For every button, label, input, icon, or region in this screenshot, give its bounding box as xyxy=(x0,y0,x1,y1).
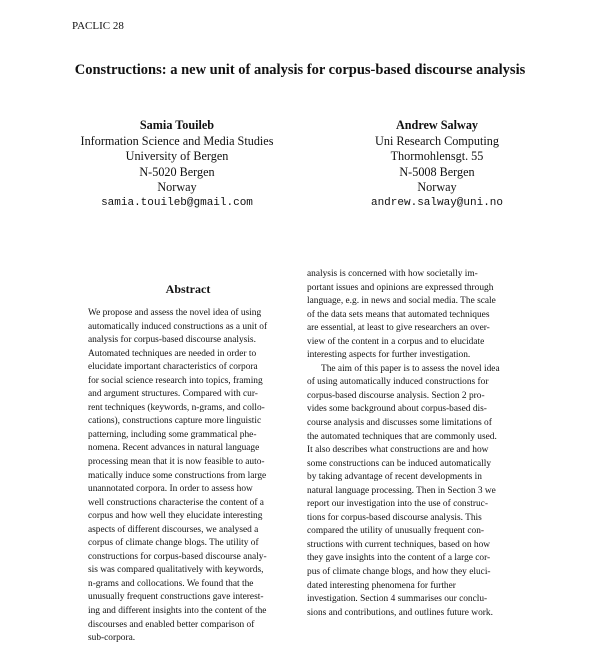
body-line: the automated techniques that are commonly used. xyxy=(307,431,497,442)
abstract-line: sub-corpora. xyxy=(88,633,136,644)
abstract-line: well constructions characterise the content of a xyxy=(88,497,264,508)
author-name: Samia Touileb xyxy=(139,118,215,132)
abstract-line: aspects of different discourses, we analysed a xyxy=(88,524,259,535)
abstract-heading: Abstract xyxy=(165,282,211,296)
author-affiliation-line: Uni Research Computing xyxy=(375,133,499,148)
body-line: portant issues and opinions are expressed through xyxy=(307,282,494,293)
abstract-line: unannotated corpora. In order to assess how xyxy=(88,484,253,495)
author-affiliation-line: N-5020 Bergen xyxy=(139,164,215,179)
abstract-line: elucidate important characteristics of corpora xyxy=(88,362,258,373)
abstract-line: matically induce some constructions from large xyxy=(88,470,267,481)
abstract-line: cations), constructions capture more linguistic xyxy=(88,416,262,427)
author-affiliation-line: University of Bergen xyxy=(125,149,229,164)
abstract-line: for social science research into topics, framing xyxy=(88,375,263,386)
body-line: The aim of this paper is to assess the novel idea xyxy=(321,363,500,374)
author-affiliation-line: N-5008 Bergen xyxy=(399,164,475,179)
abstract-line: We propose and assess the novel idea of using xyxy=(88,308,262,318)
body-line: they gave insights into the content of a large cor- xyxy=(307,553,491,564)
abstract-line: Automated techniques are needed in order to xyxy=(88,348,257,359)
abstract-line: patterning, including some grammatical phe- xyxy=(88,429,257,440)
abstract-line: ing and different insights into the content of the xyxy=(88,606,267,617)
body-text xyxy=(307,268,531,620)
body-line: It also describes what constructions are and how xyxy=(307,445,489,456)
abstract-line: corpus and how well they elucidate interesting xyxy=(88,511,263,522)
abstract-line: analysis for corpus-based discourse analysis. xyxy=(88,335,256,346)
author-affiliation-line: Thormohlensgt. 55 xyxy=(390,149,484,164)
body-line: course analysis and discusses some limitations of xyxy=(307,418,492,429)
abstract-line: processing mean that it is now feasible to auto- xyxy=(88,457,265,468)
abstract-line: rent techniques (keywords, n-grams, and collo- xyxy=(88,402,265,413)
body-line: analysis is concerned with how societally im- xyxy=(307,269,478,279)
body-line: pus of climate change blogs, and how they eluci- xyxy=(307,567,491,578)
body-line: structions with current techniques, based on how xyxy=(307,539,491,550)
paper-title: Constructions: a new unit of analysis for corpus-based discourse analysis xyxy=(74,62,526,78)
author-block-2 xyxy=(322,118,552,212)
body-line: by taking advantage of recent developments in xyxy=(307,472,482,483)
body-line: of using automatically induced constructions for xyxy=(307,377,489,388)
author-block-1 xyxy=(62,118,292,212)
author-affiliation-line: Information Science and Media Studies xyxy=(80,133,274,148)
author-affiliation-line: Norway xyxy=(417,180,457,195)
author-affiliation-line: Norway xyxy=(157,180,197,195)
body-line: sions and contributions, and outlines future work. xyxy=(307,607,493,618)
body-line: vides some background about corpus-based dis- xyxy=(307,404,487,415)
abstract-line: sis was compared qualitatively with keywords, xyxy=(88,565,264,576)
body-line: dated interesting phenomena for further xyxy=(307,580,456,591)
body-line: some constructions can be induced automatically xyxy=(307,458,492,469)
body-line: interesting aspects for further investigation. xyxy=(307,350,471,361)
abstract-line: unusually frequent constructions gave interest- xyxy=(88,592,264,603)
abstract-line: corpus of climate change blogs. The utility of xyxy=(88,538,259,549)
abstract-line: n-grams and collocations. We found that the xyxy=(88,578,254,589)
abstract-line: constructions for corpus-based discourse analy- xyxy=(88,551,267,562)
body-line: corpus-based discourse analysis. Section 2 pro- xyxy=(307,390,485,401)
body-line: view of the content in a corpus and to elucidate xyxy=(307,336,485,347)
abstract-line: automatically induced constructions as a unit of xyxy=(88,321,268,332)
author-email: samia.touileb@gmail.com xyxy=(101,196,253,209)
abstract-text xyxy=(88,307,288,646)
author-name: Andrew Salway xyxy=(395,118,479,132)
abstract-line: discourses and enabled better comparison of xyxy=(88,619,255,630)
body-line: of the data sets means that automated techniques xyxy=(307,309,490,320)
body-line: compared the utility of unusually frequent con- xyxy=(307,526,485,537)
body-line: language, e.g. in news and social media. The scale xyxy=(307,296,496,307)
author-email: andrew.salway@uni.no xyxy=(370,196,504,209)
body-line: report our investigation into the use of construc- xyxy=(307,499,488,510)
abstract-line: and argument structures. Compared with cur- xyxy=(88,389,258,400)
body-line: investigation. Section 4 summarises our conclu- xyxy=(307,594,488,605)
body-line: natural language processing. Then in Section 3 we xyxy=(307,485,496,496)
abstract-line: nomena. Recent advances in natural language xyxy=(88,443,260,454)
page-header: PACLIC 28 xyxy=(72,20,124,32)
body-line: tions for corpus-based discourse analysis. This xyxy=(307,512,482,523)
body-line: are essential, at least to give researchers an over- xyxy=(307,323,490,334)
